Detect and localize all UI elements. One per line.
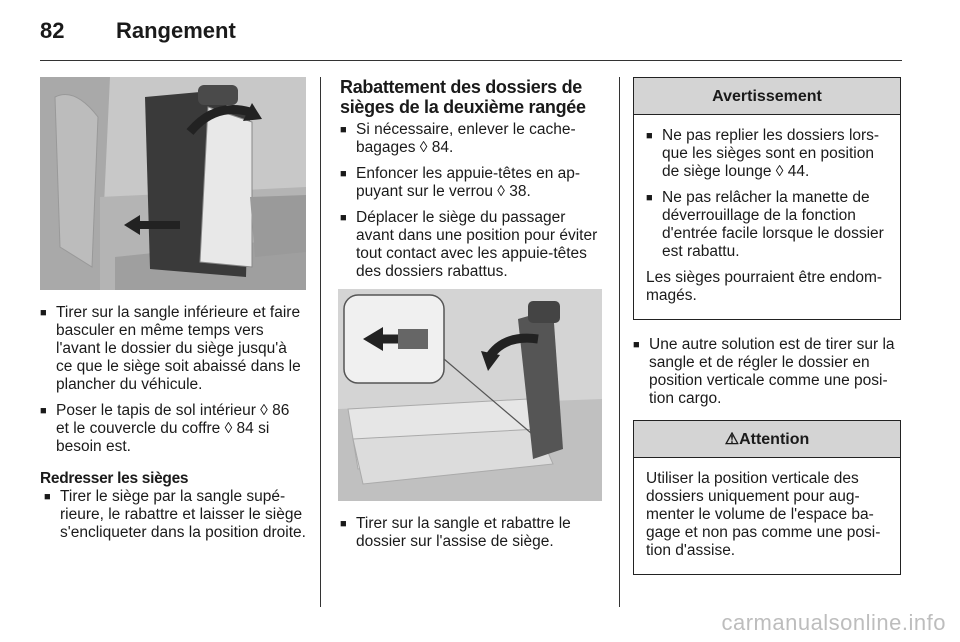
page-title: Rangement (116, 18, 236, 43)
column-divider-2 (619, 77, 620, 607)
list-item: ■ Ne pas replier les dossiers lors-que les sièges sont en position de siège lounge ◊ 44. (646, 127, 888, 181)
warning-text: Les sièges pourraient être endom-magés. (646, 269, 883, 304)
list-item: ■ Enfoncer les appuie-têtes en ap-puyant sur le verrou ◊ 38. (340, 165, 606, 201)
column-1 (40, 77, 306, 550)
attention-box (633, 420, 901, 575)
warning-box (633, 77, 901, 320)
seat-fold-figure (40, 77, 306, 290)
list-item: ■ Si nécessaire, enlever le cache-bagages ◊ 84. (340, 121, 606, 157)
list-item: ■ Déplacer le siège du passager avant dans une position pour éviter tout contact avec les appuie-têtes des dossiers rabattus. (340, 209, 606, 281)
trunk-seat-illustration (40, 77, 306, 290)
list-item: ■ Tirer sur la sangle et rabattre le dossier sur l'assise de siège. (340, 515, 606, 551)
header-rule (40, 60, 902, 61)
second-row-figure (338, 289, 602, 501)
column-divider-1 (320, 77, 321, 607)
watermark: carmanualsonline.info (721, 610, 946, 635)
page-number: 82 (40, 18, 65, 43)
attention-text: Utiliser la position verticale des dossiers uniquement pour aug-menter le volume de l'espace ba-gage et non pas comme une posi-tion d'assise. (646, 470, 881, 559)
list-item: ■ Poser le tapis de sol intérieur ◊ 86 et le couvercle du coffre ◊ 84 si besoin est. (40, 402, 306, 456)
attention-title: ⚠Attention (634, 421, 900, 458)
list-item: ■ Tirer sur la sangle inférieure et faire basculer en même temps vers l'avant le dossier du siège jusqu'à ce que le siège soit abaissé dans le plancher du véhicule. (40, 304, 306, 394)
subheading-redresser: Redresser les sièges (40, 470, 189, 487)
list-item: ■ Ne pas relâcher la manette de déverrouillage de la fonction d'entrée facile lorsque le dossier est rabattu. (646, 189, 888, 261)
list-item: ■ Tirer le siège par la sangle supé-rieure, le rabattre et laisser le siège s'encliqueter dans la position droite. (44, 488, 306, 542)
section-heading: Rabattement des dossiers de sièges de la deuxième rangée (340, 77, 586, 117)
second-row-seat-illustration (338, 289, 602, 501)
column-3 (633, 77, 901, 585)
warning-title: Avertissement (634, 78, 900, 115)
list-item: ■ Une autre solution est de tirer sur la sangle et de régler le dossier en position verticale comme une posi-tion cargo. (633, 336, 901, 408)
column-2 (340, 77, 606, 559)
